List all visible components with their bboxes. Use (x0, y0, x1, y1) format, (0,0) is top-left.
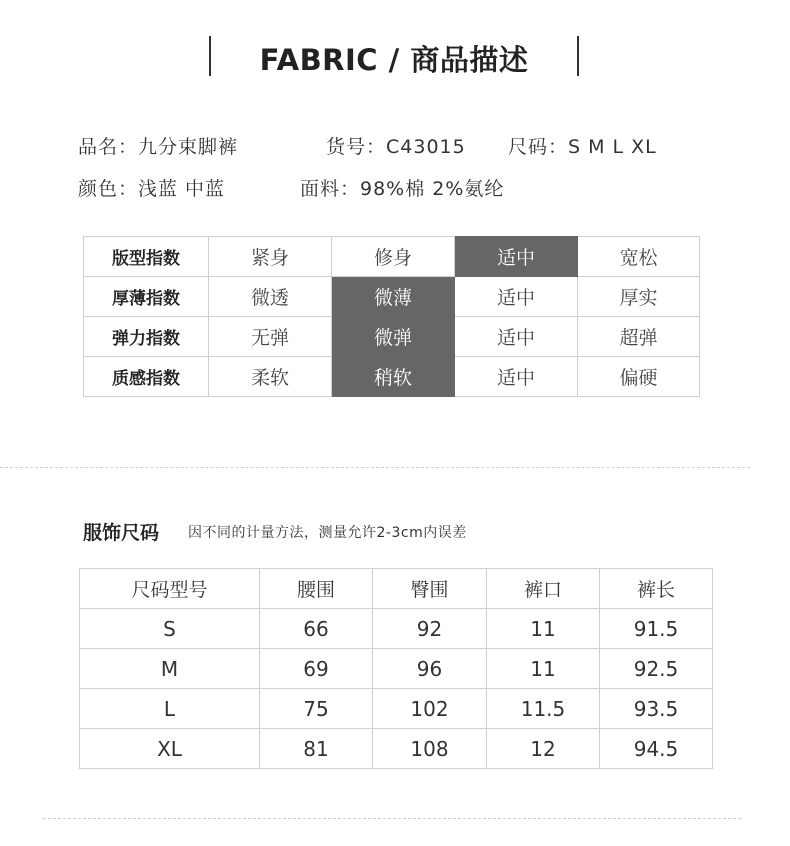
size-column-header: 腰围 (260, 569, 373, 609)
size-label: L (80, 689, 260, 729)
fit-option: 超弹 (578, 317, 700, 357)
size-label: XL (80, 729, 260, 769)
size-column-header: 裤长 (600, 569, 713, 609)
fit-option-selected: 微弹 (332, 317, 455, 357)
fit-option: 偏硬 (578, 357, 700, 397)
title-divider-right (577, 36, 579, 76)
size-value: 91.5 (600, 609, 713, 649)
dotted-divider-2 (43, 818, 741, 819)
fit-option-selected: 适中 (455, 237, 578, 277)
product-material: 面料：98%棉 2%氨纶 (300, 178, 505, 200)
fit-option: 修身 (332, 237, 455, 277)
size-row (80, 649, 713, 689)
dotted-divider-1 (0, 467, 750, 468)
fit-row-label: 弹力指数 (84, 317, 209, 357)
fit-row (84, 277, 700, 317)
fit-option-selected: 稍软 (332, 357, 455, 397)
size-value: 11 (487, 649, 600, 689)
fit-option: 柔软 (209, 357, 332, 397)
size-value: 81 (260, 729, 373, 769)
size-section-title: 服饰尺码 (83, 522, 160, 544)
fit-option: 宽松 (578, 237, 700, 277)
fit-option: 厚实 (578, 277, 700, 317)
fit-row-label: 厚薄指数 (84, 277, 209, 317)
size-value: 96 (373, 649, 487, 689)
section-header (0, 36, 790, 78)
fit-option: 微透 (209, 277, 332, 317)
fit-option: 紧身 (209, 237, 332, 277)
size-table-header (80, 569, 713, 609)
size-column-header: 裤口 (487, 569, 600, 609)
fit-row (84, 317, 700, 357)
fit-row-label: 质感指数 (84, 357, 209, 397)
size-value: 92.5 (600, 649, 713, 689)
product-name: 品名：九分束脚裤 (78, 136, 239, 158)
size-column-header: 尺码型号 (80, 569, 260, 609)
fit-row (84, 237, 700, 277)
fit-option: 适中 (455, 317, 578, 357)
size-value: 92 (373, 609, 487, 649)
size-value: 108 (373, 729, 487, 769)
size-label: S (80, 609, 260, 649)
size-row (80, 729, 713, 769)
product-sizes: 尺码：S M L XL (508, 136, 657, 158)
product-color: 颜色：浅蓝 中蓝 (78, 178, 226, 200)
size-value: 69 (260, 649, 373, 689)
size-table (79, 568, 713, 769)
size-value: 11.5 (487, 689, 600, 729)
size-measure-note: 因不同的计量方法，测量允许2-3cm内误差 (188, 525, 467, 541)
fit-option: 适中 (455, 277, 578, 317)
fit-option: 无弹 (209, 317, 332, 357)
size-value: 93.5 (600, 689, 713, 729)
size-row (80, 689, 713, 729)
size-value: 11 (487, 609, 600, 649)
size-value: 94.5 (600, 729, 713, 769)
size-value: 12 (487, 729, 600, 769)
size-value: 75 (260, 689, 373, 729)
product-code: 货号：C43015 (326, 136, 466, 158)
fit-option-selected: 微薄 (332, 277, 455, 317)
fit-option: 适中 (455, 357, 578, 397)
size-label: M (80, 649, 260, 689)
size-value: 66 (260, 609, 373, 649)
size-row (80, 609, 713, 649)
page-title: FABRIC / 商品描述 (259, 43, 529, 77)
size-value: 102 (373, 689, 487, 729)
fit-row (84, 357, 700, 397)
fit-row-label: 版型指数 (84, 237, 209, 277)
size-column-header: 臀围 (373, 569, 487, 609)
fit-index-table (83, 236, 700, 397)
